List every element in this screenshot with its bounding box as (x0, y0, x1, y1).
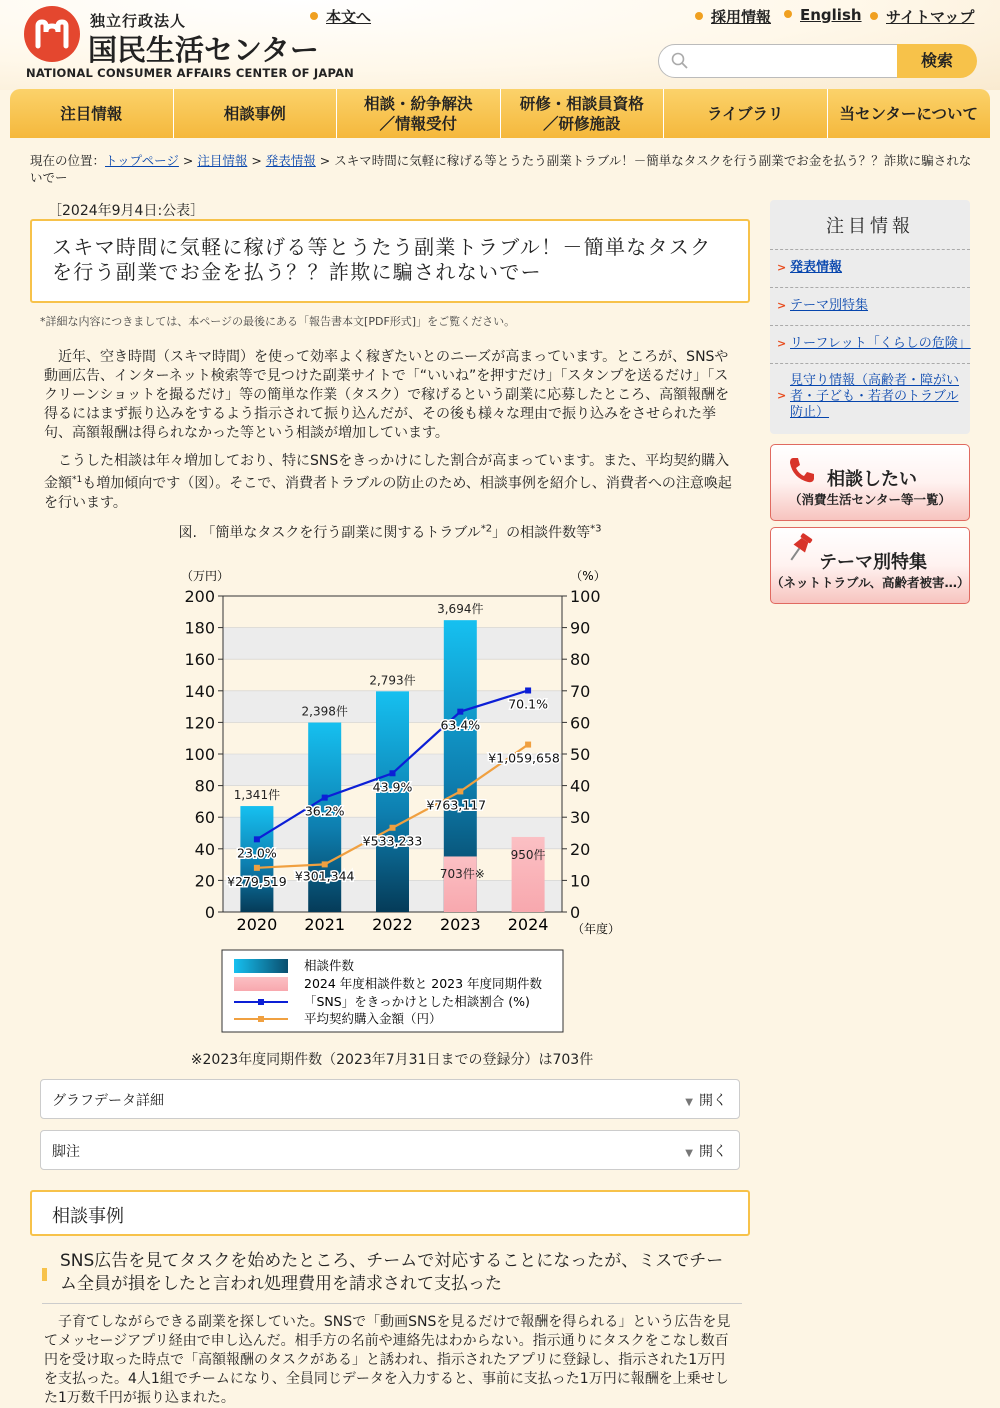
case-subheading (42, 1248, 742, 1304)
legend-label: 2024 年度相談件数と 2023 年度同期件数 (304, 976, 543, 991)
avg-amount-marker (457, 788, 463, 794)
bullet-icon (695, 12, 703, 20)
intro-paragraph: 近年、空き時間（スキマ時間）を使って効率よく稼ぎたいとのニーズが高まっています。ところが、SNSや動画広告、インターネット検索等で見つけた副業サイトで「“いいね”を押すだけ」「スタンプを送るだけ」「スクリーンショットを撮るだけ」等の簡単な作業（タスク）で稼げるという副業に応募したところ、高額報酬を得るにはまず振り込みをするよう指示されて振り込んだが、その後も様々な理由で振り込みをさせられた挙句、高額報酬は得られなかった等という相談が増加しています。 (44, 349, 730, 441)
left-tick-label: 40 (194, 839, 215, 859)
accordion-toggle[interactable]: ▼ 開く (685, 1093, 727, 1109)
x-tick-label: 2022 (372, 915, 413, 934)
x-tick-label: 2021 (304, 915, 346, 934)
triangle-down-icon: ▼ (685, 1097, 693, 1108)
legend-marker-sns (258, 999, 264, 1005)
consult-card[interactable] (770, 444, 970, 521)
avg-amount-label: ¥533,233 (362, 833, 423, 849)
legend-label: 相談件数 (304, 958, 355, 973)
sns-ratio-marker (390, 770, 396, 776)
breadcrumb: 現在の位置：トップページ > 注目情報 > 発表情報 > スキマ時間に気軽に稼げる等とうたう副業トラブル！－簡単なタスクを行う副業でお金を払う？？詐欺に騙されないでー (30, 153, 972, 185)
logo-org-type: 独立行政法人 (90, 12, 187, 30)
case-title: SNS広告を見てタスクを始めたところ、チームで対応することになったが、ミスでチーム全員が損をしたと言われ処理費用を請求されて支払った (60, 1251, 724, 1294)
avg-amount-marker (525, 742, 531, 748)
left-tick-label: 80 (194, 776, 215, 796)
x-axis-unit: （年度） (572, 922, 621, 936)
sidebar-item-press[interactable]: > 発表情報 (770, 250, 970, 288)
publish-date: ［2024年9月4日:公表］ (48, 203, 205, 219)
global-nav (10, 89, 990, 138)
bar-label: 2,793件 (369, 673, 416, 688)
right-tick-label: 80 (570, 650, 591, 670)
phone-icon (787, 455, 817, 485)
site-header (0, 0, 1000, 90)
theme-card-title: テーマ別特集 (819, 552, 927, 573)
bar-label: 1,341件 (233, 788, 281, 803)
sns-ratio-label: 36.2% (304, 803, 345, 819)
search-button[interactable]: 検索 (897, 44, 977, 78)
right-axis-unit: （%） (570, 569, 606, 583)
sidebar-heading: 注目情報 (770, 200, 970, 250)
left-tick-label: 60 (194, 808, 215, 828)
right-tick-label: 50 (570, 745, 591, 764)
sns-ratio-marker (254, 836, 260, 842)
search-input[interactable] (658, 44, 900, 78)
chevron-right-icon: > (777, 389, 787, 402)
bar-label: 3,694件 (437, 602, 484, 617)
bar-label: 950件 (510, 847, 546, 862)
left-tick-label: 0 (204, 903, 215, 922)
english-link[interactable]: English (784, 6, 862, 24)
bullet-icon (784, 10, 792, 18)
legend-label: 「SNS」をきっかけとした相談割合 (%) (304, 994, 530, 1009)
logo-name[interactable]: 国民生活センター (88, 33, 319, 67)
sidebar-item-themes[interactable]: > テーマ別特集 (770, 288, 970, 326)
bullet-icon (870, 12, 878, 20)
legend-label: 平均契約購入金額（円） (304, 1011, 442, 1026)
breadcrumb-featured[interactable]: 注目情報 (197, 153, 248, 168)
avg-amount-marker (390, 825, 396, 831)
case-heading: 相談事例 (52, 1206, 124, 1227)
chevron-right-icon: > (777, 261, 787, 274)
accordion-toggle[interactable]: ▼ 開く (685, 1144, 727, 1160)
theme-card[interactable] (770, 527, 970, 604)
sitemap-link[interactable]: サイトマップ (870, 6, 974, 27)
avg-amount-marker (254, 865, 260, 871)
graph-data-accordion[interactable] (40, 1079, 740, 1119)
legend-marker-amount (258, 1016, 264, 1022)
right-tick-label: 10 (570, 871, 591, 891)
left-tick-label: 180 (184, 618, 215, 638)
avg-amount-label: ¥763,117 (426, 797, 487, 813)
breadcrumb-prefix: 現在の位置： (30, 153, 106, 168)
bar-label: 703件※ (439, 867, 485, 881)
legend-swatch-consultations (234, 959, 288, 973)
right-tick-label: 90 (570, 618, 591, 638)
right-tick-label: 70 (570, 681, 591, 701)
skip-to-content-link[interactable]: 本文へ (310, 6, 371, 27)
breadcrumb-top[interactable]: トップページ (105, 153, 179, 168)
accordion-label: グラフデータ詳細 (52, 1093, 164, 1109)
bar-same-period (444, 856, 477, 912)
left-tick-label: 120 (184, 713, 215, 733)
recruit-link[interactable]: 採用情報 (695, 6, 771, 27)
sns-ratio-marker (525, 687, 531, 693)
consultation-chart (170, 560, 621, 1040)
page-title: スキマ時間に気軽に稼げる等とうたう副業トラブル！－簡単なタスクを行う副業でお金を払う？？詐欺に騙されないでー (52, 235, 712, 284)
sns-ratio-label: 23.0% (237, 845, 277, 861)
nav-cases[interactable]: 相談事例 (174, 89, 338, 138)
left-tick-label: 20 (194, 871, 215, 891)
right-tick-label: 60 (570, 713, 591, 733)
case-heading-box (30, 1190, 750, 1236)
bullet-icon (310, 12, 318, 20)
heading-marker (42, 1268, 47, 1281)
left-axis-unit: （万円） (180, 569, 230, 583)
left-tick-label: 140 (184, 681, 215, 701)
left-tick-label: 100 (184, 745, 215, 764)
chevron-right-icon: > (777, 337, 787, 350)
detail-note: *詳細な内容につきましては、本ページの最後にある「報告書本文[PDF形式]」をご覧ください。 (40, 315, 516, 328)
sns-ratio-label: 43.9% (372, 779, 413, 795)
sns-ratio-marker (457, 709, 463, 715)
page-title-box (30, 219, 750, 303)
sns-ratio-marker (322, 795, 328, 801)
nav-library[interactable]: ライブラリ (664, 89, 828, 138)
x-tick-label: 2020 (236, 915, 278, 934)
bar-consultations (376, 691, 409, 912)
x-tick-label: 2023 (439, 915, 481, 934)
summary-paragraph: こうした相談は年々増加しており、特にSNSをきっかけにした割合が高まっています。また、平均契約購入金額$^{*1}$も増加傾向です（図）。そこで、消費者トラブルの防止のため、相談事例を紹介し、消費者への注意喚起を行います。 (44, 453, 732, 511)
avg-amount-marker (322, 861, 328, 867)
x-tick-label: 2024 (507, 915, 549, 934)
right-tick-label: 0 (570, 903, 581, 922)
avg-amount-label: ¥1,059,658 (488, 750, 560, 766)
logo-icon[interactable] (24, 6, 80, 62)
legend-swatch-same-period (234, 977, 288, 991)
grid-band (223, 628, 562, 660)
figure-title: 図. 「簡単なタスクを行う副業に関するトラブル$^{*2}$」の相談件数等$^{*3}$ (178, 523, 602, 541)
nav-consultation[interactable]: 相談・紛争解決 ／情報受付 (337, 89, 501, 138)
sns-ratio-label: 63.4% (440, 717, 481, 733)
footnote-accordion[interactable] (40, 1130, 740, 1170)
avg-amount-label: ¥301,344 (294, 868, 355, 884)
case-body: 子育てしながらできる副業を探していた。SNSで「動画SNSを見るだけで報酬を得られる」という広告を見てメッセージアプリ経由で申し込んだ。相手方の名前や連絡先はわからない。指示通りにタスクをこなし数百円を受け取った時点で「高額報酬のタスクがある」と誘われ、指示されたアプリに登録し、指示された1万円を支払った。4人1組でチームになり、全員同じデータを入力すると、事前に支払った1万円に報酬を上乗せした1万数千円が振り込まれた。 (44, 1314, 731, 1406)
left-tick-label: 200 (184, 587, 215, 606)
theme-card-sub: （ネットトラブル、高齢者被害…） (771, 575, 970, 590)
left-tick-label: 160 (184, 650, 215, 670)
pushpin-icon (787, 532, 815, 566)
right-tick-label: 100 (570, 587, 601, 606)
consult-card-sub: （消費生活センター等一覧） (788, 492, 951, 507)
chevron-right-icon: > (777, 299, 787, 312)
right-tick-label: 20 (570, 839, 591, 859)
breadcrumb-press[interactable]: 発表情報 (265, 153, 316, 168)
breadcrumb-current: スキマ時間に気軽に稼げる等とうたう副業トラブル！－簡単なタスクを行う副業でお金を払う？？詐欺に騙されないでー (30, 153, 972, 185)
logo-english: NATIONAL CONSUMER AFFAIRS CENTER OF JAPAN (26, 66, 355, 80)
sidebar-menu (770, 200, 970, 434)
chart-footnote: ※2023年度同期件数（2023年7月31日までの登録分）は703件 (190, 1052, 594, 1068)
sidebar-item-watch[interactable]: > 見守り情報（高齢者・障がい者・子ども・若者のトラブル防止） (777, 373, 960, 420)
right-tick-label: 40 (570, 776, 591, 796)
triangle-down-icon: ▼ (685, 1148, 693, 1159)
sidebar-item-leaflet[interactable]: > リーフレット「くらしの危険」 (770, 326, 970, 364)
consult-card-title: 相談したい (827, 469, 917, 490)
accordion-label: 脚注 (52, 1144, 80, 1160)
nav-about[interactable]: 当センターについて (839, 104, 979, 123)
right-tick-label: 30 (570, 808, 591, 828)
sns-ratio-label: 70.1% (508, 696, 548, 712)
nav-featured[interactable]: 注目情報 (10, 89, 174, 138)
bar-label: 2,398件 (301, 704, 348, 719)
search-icon (671, 52, 689, 70)
avg-amount-label: ¥279,519 (227, 873, 287, 889)
nav-training[interactable]: 研修・相談員資格 ／研修施設 (501, 89, 665, 138)
